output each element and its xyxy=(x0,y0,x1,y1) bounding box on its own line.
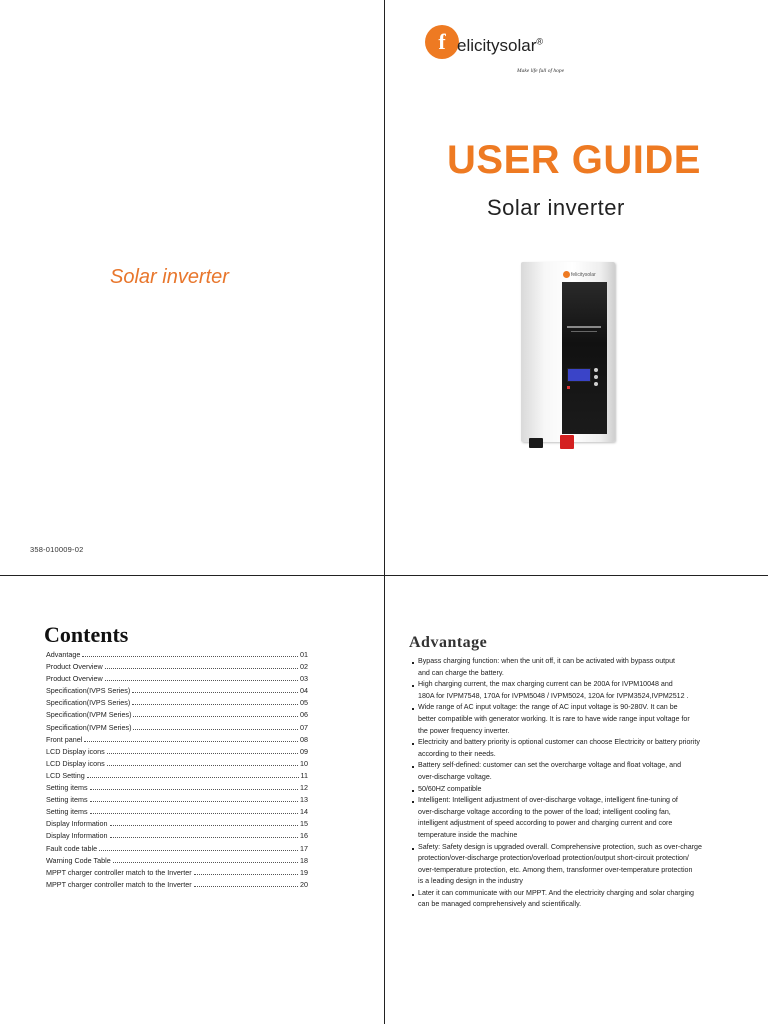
inverter-front-panel xyxy=(562,282,607,434)
cover-subtitle: Solar inverter xyxy=(110,266,229,288)
advantage-item xyxy=(409,737,749,760)
toc-leader-dots xyxy=(133,710,298,717)
advantage-list xyxy=(409,656,749,911)
toc-entry[interactable] xyxy=(46,723,308,735)
advantage-item-line: Battery self-defined: customer can set the overcharge voltage and float voltage, and xyxy=(418,761,682,770)
toc-entry-label: LCD Display icons xyxy=(46,746,105,756)
toc-entry[interactable] xyxy=(46,674,308,686)
advantage-item-line: is a leading design in the industry xyxy=(418,877,523,886)
advantage-item-line: over-discharge voltage according to the power of the load; intelligent cooling fan, xyxy=(418,807,671,816)
toc-entry-page: 06 xyxy=(300,710,308,720)
advantage-item-line: protection/over-discharge protection/overload protection/output short-circuit protection/ xyxy=(418,854,689,863)
toc-entry-label: Display Information xyxy=(46,831,108,841)
inverter-logo-dot-icon xyxy=(563,271,570,278)
toc-entry-page: 07 xyxy=(300,722,308,732)
advantage-item xyxy=(409,784,749,796)
toc-leader-dots xyxy=(133,723,298,730)
toc-entry-page: 15 xyxy=(300,819,308,829)
advantage-item-line: Safety: Safety design is upgraded overall. Comprehensive protection, such as over-charge xyxy=(418,842,702,851)
toc-leader-dots xyxy=(90,795,298,802)
toc-leader-dots xyxy=(82,650,298,657)
toc-leader-dots xyxy=(99,844,298,851)
inverter-logo xyxy=(563,271,607,281)
toc-entry-label: Warning Code Table xyxy=(46,855,111,865)
advantage-item-line: High charging current, the max charging current can be 200A for IVPM10048 and xyxy=(418,680,673,689)
toc-entry-label: Specification(IVPM Series) xyxy=(46,722,132,732)
toc-entry-label: MPPT charger controller match to the Inverter xyxy=(46,879,192,889)
toc-leader-dots xyxy=(110,831,298,838)
toc-entry[interactable] xyxy=(46,783,308,795)
toc-leader-dots xyxy=(132,686,298,693)
toc-leader-dots xyxy=(87,771,299,778)
advantage-item xyxy=(409,702,749,737)
toc-entry-page: 05 xyxy=(300,698,308,708)
panel-button xyxy=(594,375,598,379)
toc-entry[interactable] xyxy=(46,686,308,698)
toc-entry[interactable] xyxy=(46,662,308,674)
toc-entry-label: Setting items xyxy=(46,795,88,805)
toc-entry[interactable] xyxy=(46,831,308,843)
advantage-item-line: over-temperature protection, etc. Among them, transformer over-temperature protection xyxy=(418,865,693,874)
toc-leader-dots xyxy=(107,747,298,754)
toc-leader-dots xyxy=(113,856,298,863)
toc-entry-page: 02 xyxy=(300,662,308,672)
advantage-title: Advantage xyxy=(409,634,488,651)
toc-entry[interactable] xyxy=(46,856,308,868)
toc-entry-label: Product Overview xyxy=(46,674,103,684)
cover-page xyxy=(0,0,384,575)
toc-entry[interactable] xyxy=(46,880,308,892)
toc-entry-label: LCD Setting xyxy=(46,770,85,780)
status-led xyxy=(567,386,570,389)
advantage-item-line: Electricity and battery priority is optional customer can choose Electricity or battery priority xyxy=(418,738,700,747)
advantage-item xyxy=(409,679,749,702)
toc-entry[interactable] xyxy=(46,771,308,783)
brand-logo xyxy=(425,25,595,80)
advantage-item xyxy=(409,888,749,911)
toc-entry[interactable] xyxy=(46,698,308,710)
toc-leader-dots xyxy=(84,735,298,742)
contents-title: Contents xyxy=(44,622,129,647)
panel-label-line xyxy=(567,326,601,328)
toc-entry-label: Setting items xyxy=(46,783,88,793)
toc-entry[interactable] xyxy=(46,844,308,856)
toc-leader-dots xyxy=(194,868,298,875)
toc-entry-page: 12 xyxy=(300,783,308,793)
toc-entry-page: 17 xyxy=(300,843,308,853)
toc-leader-dots xyxy=(132,698,298,705)
black-terminal xyxy=(529,438,543,448)
toc-entry-page: 03 xyxy=(300,674,308,684)
toc-entry-page: 13 xyxy=(300,795,308,805)
toc-leader-dots xyxy=(90,783,298,790)
toc-entry[interactable] xyxy=(46,795,308,807)
advantage-item-line: over-discharge voltage. xyxy=(418,772,492,781)
toc-entry[interactable] xyxy=(46,759,308,771)
advantage-item-line: 180A for IVPM7548, 170A for IVPM5048 / IVPM5024, 120A for IVPM3524,IVPM2512 . xyxy=(418,691,689,700)
toc-entry-page: 19 xyxy=(300,867,308,877)
toc-entry-label: Specification(IVPS Series) xyxy=(46,698,131,708)
advantage-item xyxy=(409,842,749,888)
advantage-item xyxy=(409,760,749,783)
guide-subtitle: Solar inverter xyxy=(487,195,625,220)
advantage-item xyxy=(409,656,749,679)
document-number: 358-010009-02 xyxy=(30,545,84,554)
panel-label-line xyxy=(571,331,597,332)
toc-entry-label: LCD Display icons xyxy=(46,758,105,768)
toc-entry-label: Fault code table xyxy=(46,843,98,853)
advantage-item-line: and can charge the battery. xyxy=(418,668,504,677)
toc-entry-page: 01 xyxy=(300,650,308,659)
guide-title: USER GUIDE xyxy=(447,138,701,182)
panel-button xyxy=(594,368,598,372)
advantage-item-line: Later it can communicate with our MPPT. And the electricity charging and solar charging xyxy=(418,888,695,897)
title-page xyxy=(385,0,768,575)
advantage-item-line: intelligent adjustment of speed according to power and charging current and core xyxy=(418,819,673,828)
advantage-item xyxy=(409,795,749,841)
toc-leader-dots xyxy=(105,662,298,669)
red-terminal xyxy=(560,435,574,449)
toc-entry[interactable] xyxy=(46,735,308,747)
advantage-item-line: Wide range of AC input voltage: the range of AC input voltage is 90-280V. It can be xyxy=(418,703,678,712)
toc-leader-dots xyxy=(90,807,298,814)
toc-entry-label: Display Information xyxy=(46,819,108,829)
toc-entry-page: 09 xyxy=(300,746,308,756)
toc-entry[interactable] xyxy=(46,819,308,831)
toc-entry-label: Setting items xyxy=(46,807,88,817)
toc-entry-label: Specification(IVPM Series) xyxy=(46,710,132,720)
toc-leader-dots xyxy=(110,819,298,826)
toc-entry[interactable] xyxy=(46,710,308,722)
logo-mark-icon: f xyxy=(425,25,459,59)
advantage-item-line: 50/60HZ compatible xyxy=(418,784,482,793)
panel-button xyxy=(594,382,598,386)
advantage-item-line: temperature inside the machine xyxy=(418,830,518,839)
toc-entry-page: 04 xyxy=(300,686,308,696)
toc-leader-dots xyxy=(107,759,298,766)
logo-wordmark-text: elicitysolar xyxy=(457,36,537,55)
toc-entry[interactable] xyxy=(46,650,308,662)
toc-entry-page: 14 xyxy=(300,807,308,817)
toc-entry-page: 11 xyxy=(300,770,308,780)
toc-entry[interactable] xyxy=(46,868,308,880)
toc-entry[interactable] xyxy=(46,807,308,819)
toc-entry-page: 20 xyxy=(300,879,308,889)
advantage-item-line: better compatible with generator working. It is rare to have wide range input voltage for xyxy=(418,714,690,723)
toc-entry-label: Product Overview xyxy=(46,662,103,672)
toc-entry-page: 18 xyxy=(300,855,308,865)
logo-wordmark xyxy=(457,36,543,56)
advantage-item-line: Bypass charging function: when the unit off, it can be activated with bypass output xyxy=(418,657,675,665)
toc-entry-page: 08 xyxy=(300,734,308,744)
toc-entry[interactable] xyxy=(46,747,308,759)
inverter-product-image xyxy=(521,262,615,450)
advantage-item-line: Intelligent: Intelligent adjustment of over-discharge voltage, intelligent fine-tuning of xyxy=(418,796,678,805)
advantage-page xyxy=(385,576,768,1024)
toc-entry-label: Front panel xyxy=(46,734,83,744)
table-of-contents xyxy=(46,650,308,892)
toc-leader-dots xyxy=(105,674,298,681)
contents-page xyxy=(0,576,384,1024)
logo-tagline: Make life full of hope xyxy=(517,68,565,74)
toc-entry-label: Specification(IVPS Series) xyxy=(46,686,131,696)
toc-entry-label: Advantage xyxy=(46,650,81,659)
advantage-item-line: the power frequency inverter. xyxy=(418,726,510,735)
lcd-screen xyxy=(567,368,591,382)
toc-entry-page: 16 xyxy=(300,831,308,841)
inverter-logo-text: felicitysolar xyxy=(571,271,596,278)
registered-mark: ® xyxy=(536,36,543,47)
toc-entry-label: MPPT charger controller match to the Inverter xyxy=(46,867,192,877)
advantage-item-line: can be managed comprehensively and scientifically. xyxy=(418,900,582,909)
toc-entry-page: 10 xyxy=(300,758,308,768)
toc-leader-dots xyxy=(194,880,298,887)
advantage-item-line: according to their needs. xyxy=(418,749,496,758)
